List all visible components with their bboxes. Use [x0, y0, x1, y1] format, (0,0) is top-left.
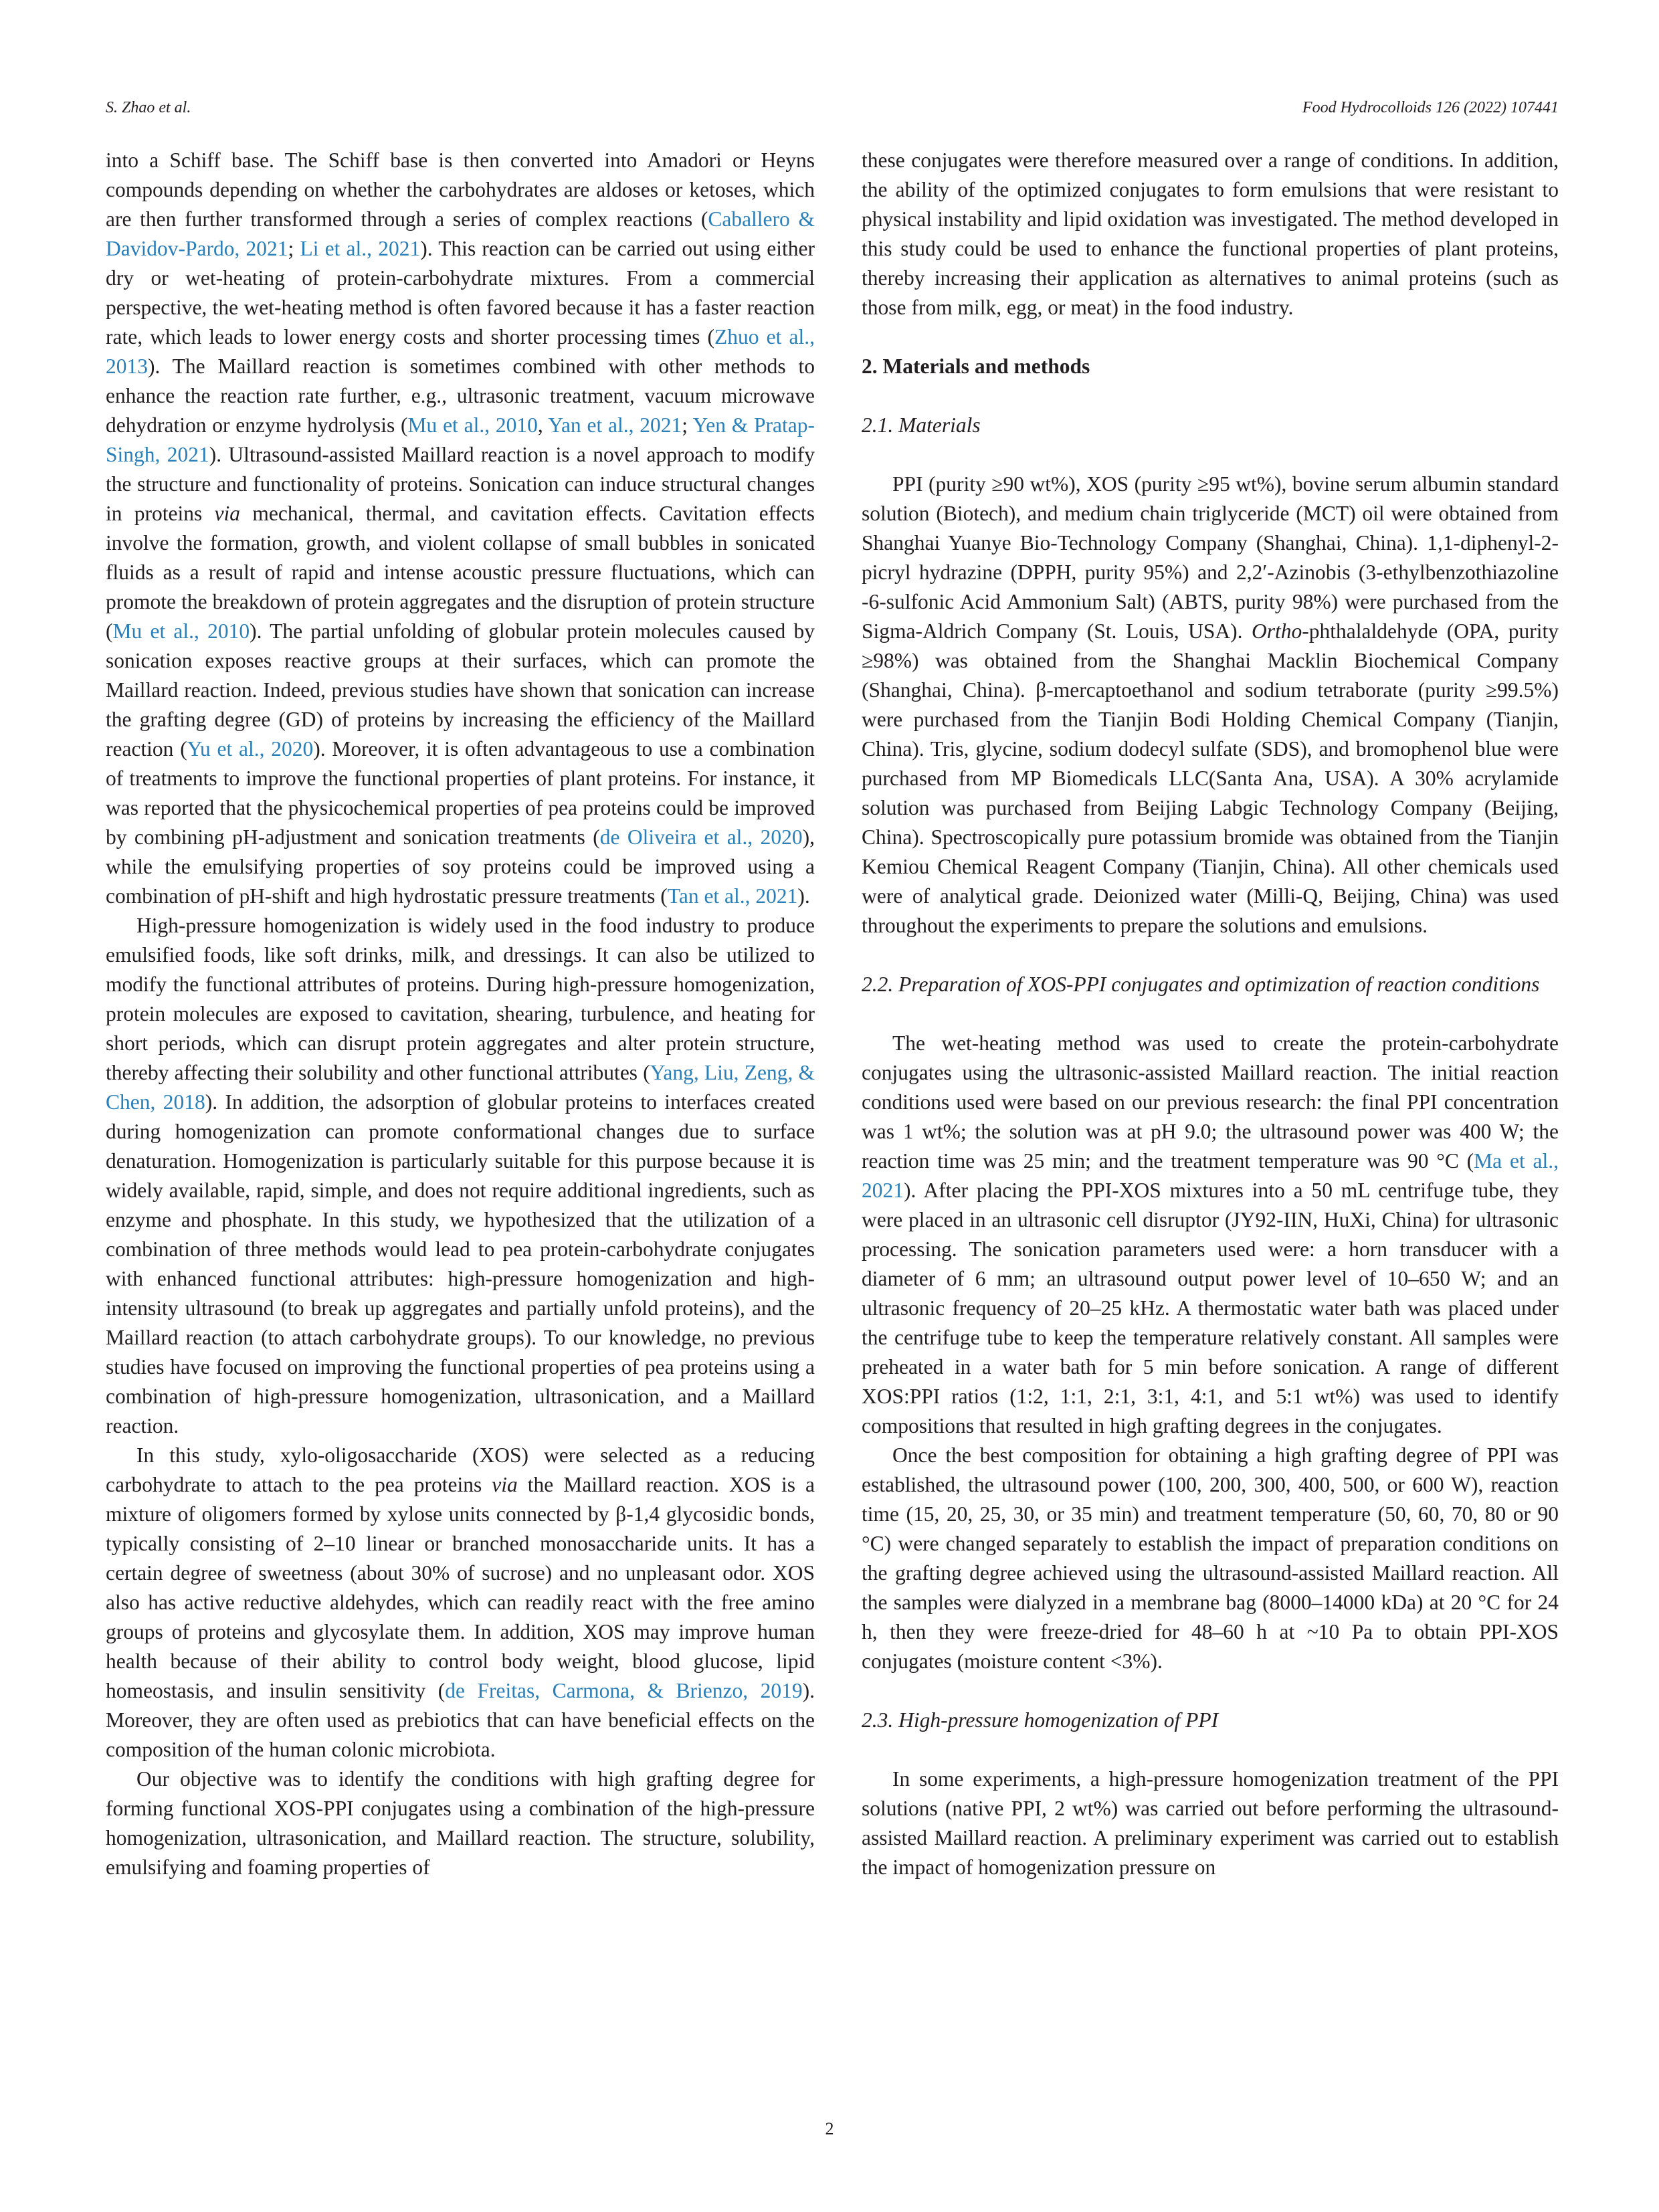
section-heading: 2. Materials and methods — [862, 355, 1090, 378]
citation-link[interactable]: Caballero & Davidov-Pardo, 2021 — [106, 207, 815, 260]
body-paragraph: High-pressure homogenization is widely used in the food industry to produce emulsified foods, like soft drinks, milk, and dressings. It can also be utilized to modify the functional attributes of proteins. During high-pressure homogenization, protein molecules are exposed to cavitation, shearing, turbulence, and heating for short periods, which can disrupt protein aggregates and alter protein structure, thereby affecting their solubility and other functional attributes (Yang, Liu, Zeng, & Chen, 2018). In addition, the adsorption of globular proteins to interfaces created during homogenization can promote conformational changes due to surface denaturation. Homogenization is particularly suitable for this purpose because it is widely available, rapid, simple, and does not require additional ingredients, such as enzyme and phosphate. In this study, we hypothesized that the utilization of a combination of three methods would lead to pea protein-carbohydrate conjugates with enhanced functional attributes: high-pressure homogenization and high-intensity ultrasound (to break up aggregates and partially unfold proteins), and the Maillard reaction (to attach carbohydrate groups). To our knowledge, no previous studies have focused on improving the functional properties of pea proteins using a combination of high-pressure homogenization, ultrasonication, and a Maillard reaction. — [106, 914, 815, 1437]
body-paragraph: into a Schiff base. The Schiff base is then converted into Amadori or Heyns compounds depending on whether the carbohydrates are aldoses or ketoses, which are then further transformed through a series of complex reactions (Caballero & Davidov-Pardo, 2021; Li et al., 2021). This reaction can be carried out using either dry or wet-heating of protein-carbohydrate mixtures. From a commercial perspective, the wet-heating method is often favored because it has a faster reaction rate, which leads to lower energy costs and shorter processing times (Zhuo et al., 2013). The Maillard reaction is sometimes combined with other methods to enhance the reaction rate further, e.g., ultrasonic treatment, vacuum microwave dehydration or enzyme hydrolysis (Mu et al., 2010, Yan et al., 2021; Yen & Pratap-Singh, 2021). Ultrasound-assisted Maillard reaction is a novel approach to modify the structure and functionality of proteins. Sonication can induce structural changes in proteins via mechanical, thermal, and cavitation effects. Cavitation effects involve the formation, growth, and violent collapse of small bubbles in sonicated fluids as a result of rapid and intense acoustic pressure fluctuations, which can promote the breakdown of protein aggregates and the disruption of protein structure (Mu et al., 2010). The partial unfolding of globular protein molecules caused by sonication exposes reactive groups at their surfaces, which can promote the Maillard reaction. Indeed, previous studies have shown that sonication can increase the grafting degree (GD) of proteins by increasing the efficiency of the Maillard reaction (Yu et al., 2020). Moreover, it is often advantageous to use a combination of treatments to improve the functional properties of plant proteins. For instance, it was reported that the physicochemical properties of pea proteins could be improved by combining pH-adjustment and sonication treatments (de Oliveira et al., 2020), while the emulsifying properties of soy proteins could be improved using a combination of pH-shift and high hydrostatic pressure treatments (Tan et al., 2021). — [106, 148, 815, 908]
citation-link[interactable]: Ma et al., 2021 — [862, 1149, 1559, 1202]
page-number: 2 — [825, 2119, 834, 2138]
italic-text: via — [214, 502, 241, 525]
body-paragraph: In some experiments, a high-pressure homogenization treatment of the PPI solutions (native PPI, 2 wt%) was carried out before performing the ultrasound-assisted Maillard reaction. A preliminary experiment was carried out to establish the impact of homogenization pressure on — [862, 1767, 1559, 1879]
subsection-heading: 2.1. Materials — [862, 413, 981, 437]
citation-link[interactable]: Mu et al., 2010 — [407, 413, 538, 437]
citation-link[interactable]: Yen & Pratap-Singh, 2021 — [106, 413, 815, 466]
citation-link[interactable]: Mu et al., 2010 — [112, 619, 250, 643]
citation-link[interactable]: Zhuo et al., 2013 — [106, 325, 815, 378]
citation-link[interactable]: Yang, Liu, Zeng, & Chen, 2018 — [106, 1061, 815, 1114]
citation-link[interactable]: Tan et al., 2021 — [667, 884, 798, 908]
citation-link[interactable]: de Oliveira et al., 2020 — [599, 825, 803, 849]
right-column — [862, 146, 1559, 1882]
body-paragraph: In this study, xylo-oligosaccharide (XOS) were selected as a reducing carbohydrate to attach to the pea proteins via the Maillard reaction. XOS is a mixture of oligomers formed by xylose units connected by β-1,4 glycosidic bonds, typically consisting of 2–10 linear or branched monosaccharide units. It has a certain degree of sweetness (about 30% of sucrose) and no unpleasant odor. XOS also has active reductive aldehydes, which can readily react with the free amino groups of proteins and glycosylate them. In addition, XOS may improve human health because of their ability to control body weight, blood glucose, lipid homeostasis, and insulin sensitivity (de Freitas, Carmona, & Brienzo, 2019). Moreover, they are often used as prebiotics that can have beneficial effects on the composition of the human colonic microbiota. — [106, 1443, 815, 1761]
running-header-journal: Food Hydrocolloids 126 (2022) 107441 — [1302, 99, 1559, 116]
subsection-heading: 2.3. High-pressure homogenization of PPI — [862, 1708, 1219, 1732]
citation-link[interactable]: Li et al., 2021 — [300, 237, 421, 260]
citation-link[interactable]: Yan et al., 2021 — [548, 413, 682, 437]
italic-text: via — [492, 1473, 518, 1496]
body-paragraph: these conjugates were therefore measured over a range of conditions. In addition, the ability of the optimized conjugates to form emulsions that were resistant to physical instability and lipid oxidation was investigated. The method developed in this study could be used to enhance the functional properties of plant proteins, thereby increasing their application as alternatives to animal proteins (such as those from milk, egg, or meat) in the food industry. — [862, 148, 1559, 319]
citation-link[interactable]: de Freitas, Carmona, & Brienzo, 2019 — [445, 1679, 803, 1702]
running-header-authors: S. Zhao et al. — [106, 99, 191, 116]
citation-link[interactable]: Yu et al., 2020 — [187, 737, 314, 761]
italic-text: Ortho — [1252, 619, 1302, 643]
body-paragraph: PPI (purity ≥90 wt%), XOS (purity ≥95 wt%), bovine serum albumin standard solution (Biotech), and medium chain triglyceride (MCT) oil were obtained from Shanghai Yuanye Bio-Technology Company (Shanghai, China). 1,1-diphenyl-2-picryl hydrazine (DPPH, purity 95%) and 2,2′-Azinobis (3-ethylbenzothiazoline -6-sulfonic Acid Ammonium Salt) (ABTS, purity 98%) were purchased from the Sigma-Aldrich Company (St. Louis, USA). Ortho-phthalaldehyde (OPA, purity ≥98%) was obtained from the Shanghai Macklin Biochemical Company (Shanghai, China). β-mercaptoethanol and sodium tetraborate (purity ≥99.5%) were purchased from the Tianjin Bodi Holding Chemical Company (Tianjin, China). Tris, glycine, sodium dodecyl sulfate (SDS), and bromophenol blue were purchased from MP Biomedicals LLC(Santa Ana, USA). A 30% acrylamide solution was purchased from Beijing Labgic Technology Company (Beijing, China). Spectroscopically pure potassium bromide was obtained from the Tianjin Kemiou Chemical Reagent Company (Tianjin, China). All other chemicals used were of analytical grade. Deionized water (Milli-Q, Beijing, China) was used throughout the experiments to prepare the solutions and emulsions. — [862, 472, 1559, 937]
left-column — [106, 146, 815, 1882]
body-paragraph: The wet-heating method was used to create the protein-carbohydrate conjugates using the ultrasonic-assisted Maillard reaction. The initial reaction conditions used were based on our previous research: the final PPI concentration was 1 wt%; the solution was at pH 9.0; the ultrasound power was 400 W; the reaction time was 25 min; and the treatment temperature was 90 °C (Ma et al., 2021). After placing the PPI-XOS mixtures into a 50 mL centrifuge tube, they were placed in an ultrasonic cell disruptor (JY92-IIN, HuXi, China) for ultrasonic processing. The sonication parameters used were: a horn transducer with a diameter of 6 mm; an ultrasound output power level of 10–650 W; and an ultrasonic frequency of 20–25 kHz. A thermostatic water bath was placed under the centrifuge tube to keep the temperature relatively constant. All samples were preheated in a water bath for 5 min before sonication. A range of different XOS:PPI ratios (1:2, 1:1, 2:1, 3:1, 4:1, and 5:1 wt%) was used to identify compositions that resulted in high grafting degrees in the conjugates. — [862, 1031, 1559, 1437]
subsection-heading: 2.2. Preparation of XOS-PPI conjugates and optimization of reaction conditions — [862, 973, 1540, 996]
body-paragraph: Once the best composition for obtaining a high grafting degree of PPI was established, the ultrasound power (100, 200, 300, 400, 500, or 600 W), reaction time (15, 20, 25, 30, or 35 min) and treatment temperature (50, 60, 70, 80 or 90 °C) were changed separately to establish the impact of preparation conditions on the grafting degree achieved using the ultrasound-assisted Maillard reaction. All the samples were dialyzed in a membrane bag (8000–14000 kDa) at 20 °C for 24 h, then they were freeze-dried for 48–60 h at ~10 Pa to obtain PPI-XOS conjugates (moisture content <3%). — [862, 1443, 1559, 1673]
body-paragraph: Our objective was to identify the conditions with high grafting degree for forming functional XOS-PPI conjugates using a combination of the high-pressure homogenization, ultrasonication, and Maillard reaction. The structure, solubility, emulsifying and foaming properties of — [106, 1767, 815, 1879]
